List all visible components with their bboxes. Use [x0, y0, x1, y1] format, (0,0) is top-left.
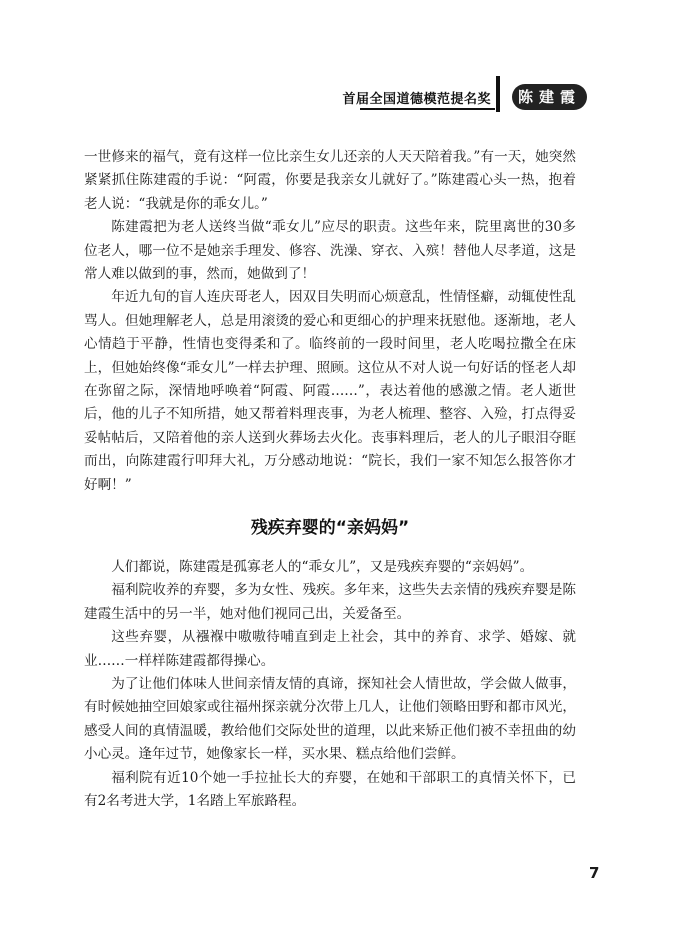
section1-body	[84, 146, 576, 497]
paragraph: 年近九旬的盲人连庆哥老人，因双目失明而心烦意乱，性情怪癖，动辄使性乱骂人。但她理解老人，总是用滚烫的爱心和更细心的护理来抚慰他。逐渐地，老人心情趋于平静，性情也变得柔和了。临终前的一段时间里，老人吃喝拉撒全在床上，但她始终像“乖女儿”一样去护理、照顾。这位从不对人说一句好话的怪老人却在弥留之际，深情地呼唤着“阿霞、阿霞……”，表达着他的感激之情。老人逝世后，他的儿子不知所措，她又帮着料理丧事，为老人梳理、整容、入殓，打点得妥妥帖帖后，又陪着他的亲人送到火葬场去火化。丧事料理后，老人的儿子眼泪夺眶而出，向陈建霞行叩拜大礼，万分感动地说：“院长，我们一家不知怎么报答你才好啊！”	[84, 289, 576, 493]
paragraph: 为了让他们体味人世间亲情友情的真谛，探知社会人情世故，学会做人做事，有时候她抽空回娘家或往福州探亲就分次带上几人，让他们领略田野和都市风光，感受人间的真情温暖，教给他们交际处世的道理，以此来矫正他们被不幸扭曲的幼小心灵。逢年过节，她像家长一样，买水果、糕点给他们尝鲜。	[84, 676, 576, 763]
page-number: 7	[589, 864, 600, 882]
section2-body	[84, 556, 576, 813]
paragraph: 陈建霞把为老人送终当做“乖女儿”应尽的职责。这些年来，院里离世的30多位老人，哪一位不是她亲手理发、修容、洗澡、穿衣、入殡！替他人尽孝道，这是常人难以做到的事，然而，她做到了！	[84, 219, 576, 283]
header-title: 首届全国道德模范提名奖	[342, 92, 491, 107]
paragraph: 一世修来的福气，竟有这样一位比亲生女儿还亲的人天天陪着我。”有一天，她突然紧紧抓住陈建霞的手说：“阿霞，你要是我亲女儿就好了。”陈建霞心头一热，抱着老人说：“我就是你的乖女儿。”	[84, 149, 576, 212]
header-rule	[360, 108, 495, 110]
header-divider-bar	[496, 76, 500, 112]
section-heading: 残疾弃婴的“亲妈妈”	[250, 518, 410, 538]
paragraph: 人们都说，陈建霞是孤寡老人的“乖女儿”，又是残疾弃婴的“亲妈妈”。	[111, 559, 534, 575]
paragraph: 这些弃婴，从襁褓中嗷嗷待哺直到走上社会，其中的养育、求学、婚嫁、就业……一样样陈建霞都得操心。	[84, 629, 576, 669]
paragraph: 福利院有近10个她一手拉扯长大的弃婴，在她和干部职工的真情关怀下，已有2名考进大学，1名踏上军旅路程。	[84, 769, 576, 810]
running-header	[0, 68, 677, 118]
paragraph: 福利院收养的弃婴，多为女性、残疾。多年来，这些失去亲情的残疾弃婴是陈建霞生活中的另一半，她对他们视同己出，关爱备至。	[84, 582, 576, 622]
header-name-badge: 陈建霞	[512, 84, 587, 110]
